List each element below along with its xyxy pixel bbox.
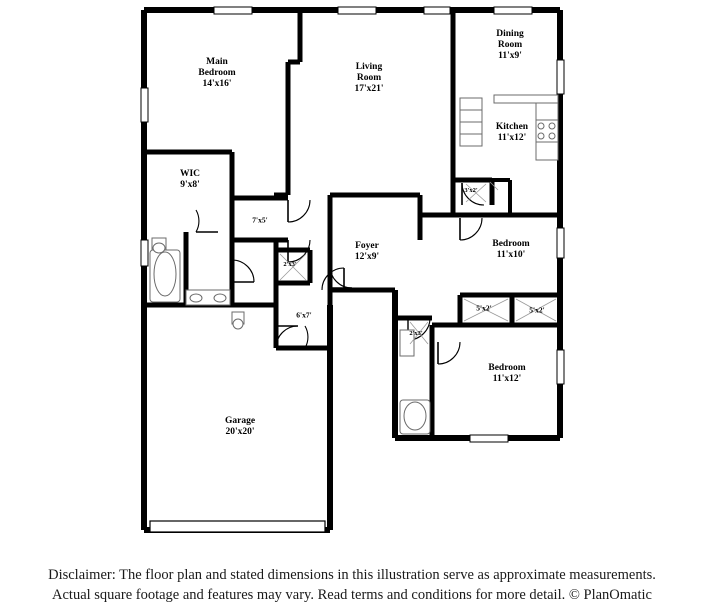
garage-door [150, 521, 325, 532]
room-label-dining-room [496, 29, 523, 63]
label-name: Room [497, 40, 523, 51]
label-name: Room [356, 73, 382, 84]
label-dimensions: 11'x10' [496, 250, 526, 260]
label-dimensions: 11'x12' [497, 133, 527, 143]
label-name: Kitchen [495, 121, 529, 132]
label-dimensions: 7'x5' [252, 215, 268, 225]
label-dimensions: 2'x3' [409, 330, 423, 338]
label-dimensions: 5'x2' [529, 305, 545, 315]
closet-label-2x3-hall [283, 261, 296, 269]
room-label-bedroom-3 [488, 363, 525, 385]
label-name: Dining [496, 29, 524, 40]
disclaimer-line-2: Actual square footage and features may vary. Read terms and conditions for more detail. © PlanOmatic [52, 587, 652, 603]
label-name: WIC [179, 168, 201, 179]
label-dimensions: 12'x9' [354, 252, 380, 262]
room-label-main-bedroom [198, 57, 235, 91]
room-label-wic [180, 169, 200, 191]
room-label-foyer [355, 241, 379, 263]
label-name: Main [206, 57, 228, 68]
label-name: Bedroom [488, 362, 526, 373]
closet-label-6x7 [296, 312, 311, 321]
label-name: Bedroom [198, 68, 236, 79]
label-dimensions: 11'x12' [492, 374, 522, 384]
label-dimensions: 17'x21' [354, 84, 384, 95]
label-name: Foyer [355, 240, 379, 251]
closet-label-7x5 [252, 217, 267, 226]
label-dimensions: 3'x2' [464, 187, 478, 195]
label-dimensions: 2'x3' [283, 261, 297, 269]
disclaimer-line-1: Disclaimer: The floor plan and stated dimensions in this illustration serve as approximate measurements. [48, 567, 656, 583]
room-label-kitchen [496, 122, 528, 144]
label-name: Garage [224, 415, 256, 426]
closet-label-5x2-right [529, 307, 544, 316]
closet-label-2x3-bath [409, 330, 422, 338]
room-label-living-room [354, 62, 383, 96]
closet-label-3x2-kitchen [464, 187, 477, 195]
label-dimensions: 9'x8' [180, 180, 200, 190]
label-dimensions: 14'x16' [202, 79, 232, 90]
closet-label-5x2-left [476, 305, 491, 314]
label-dimensions: 5'x2' [476, 303, 492, 313]
label-dimensions: 6'x7' [296, 310, 312, 320]
label-dimensions: 20'x20' [225, 427, 255, 437]
room-label-garage [225, 416, 255, 438]
room-label-bedroom-2 [492, 239, 529, 261]
disclaimer [0, 565, 704, 605]
label-dimensions: 11'x9' [498, 51, 522, 62]
label-name: Bedroom [492, 238, 530, 249]
label-name: Living [355, 62, 383, 73]
